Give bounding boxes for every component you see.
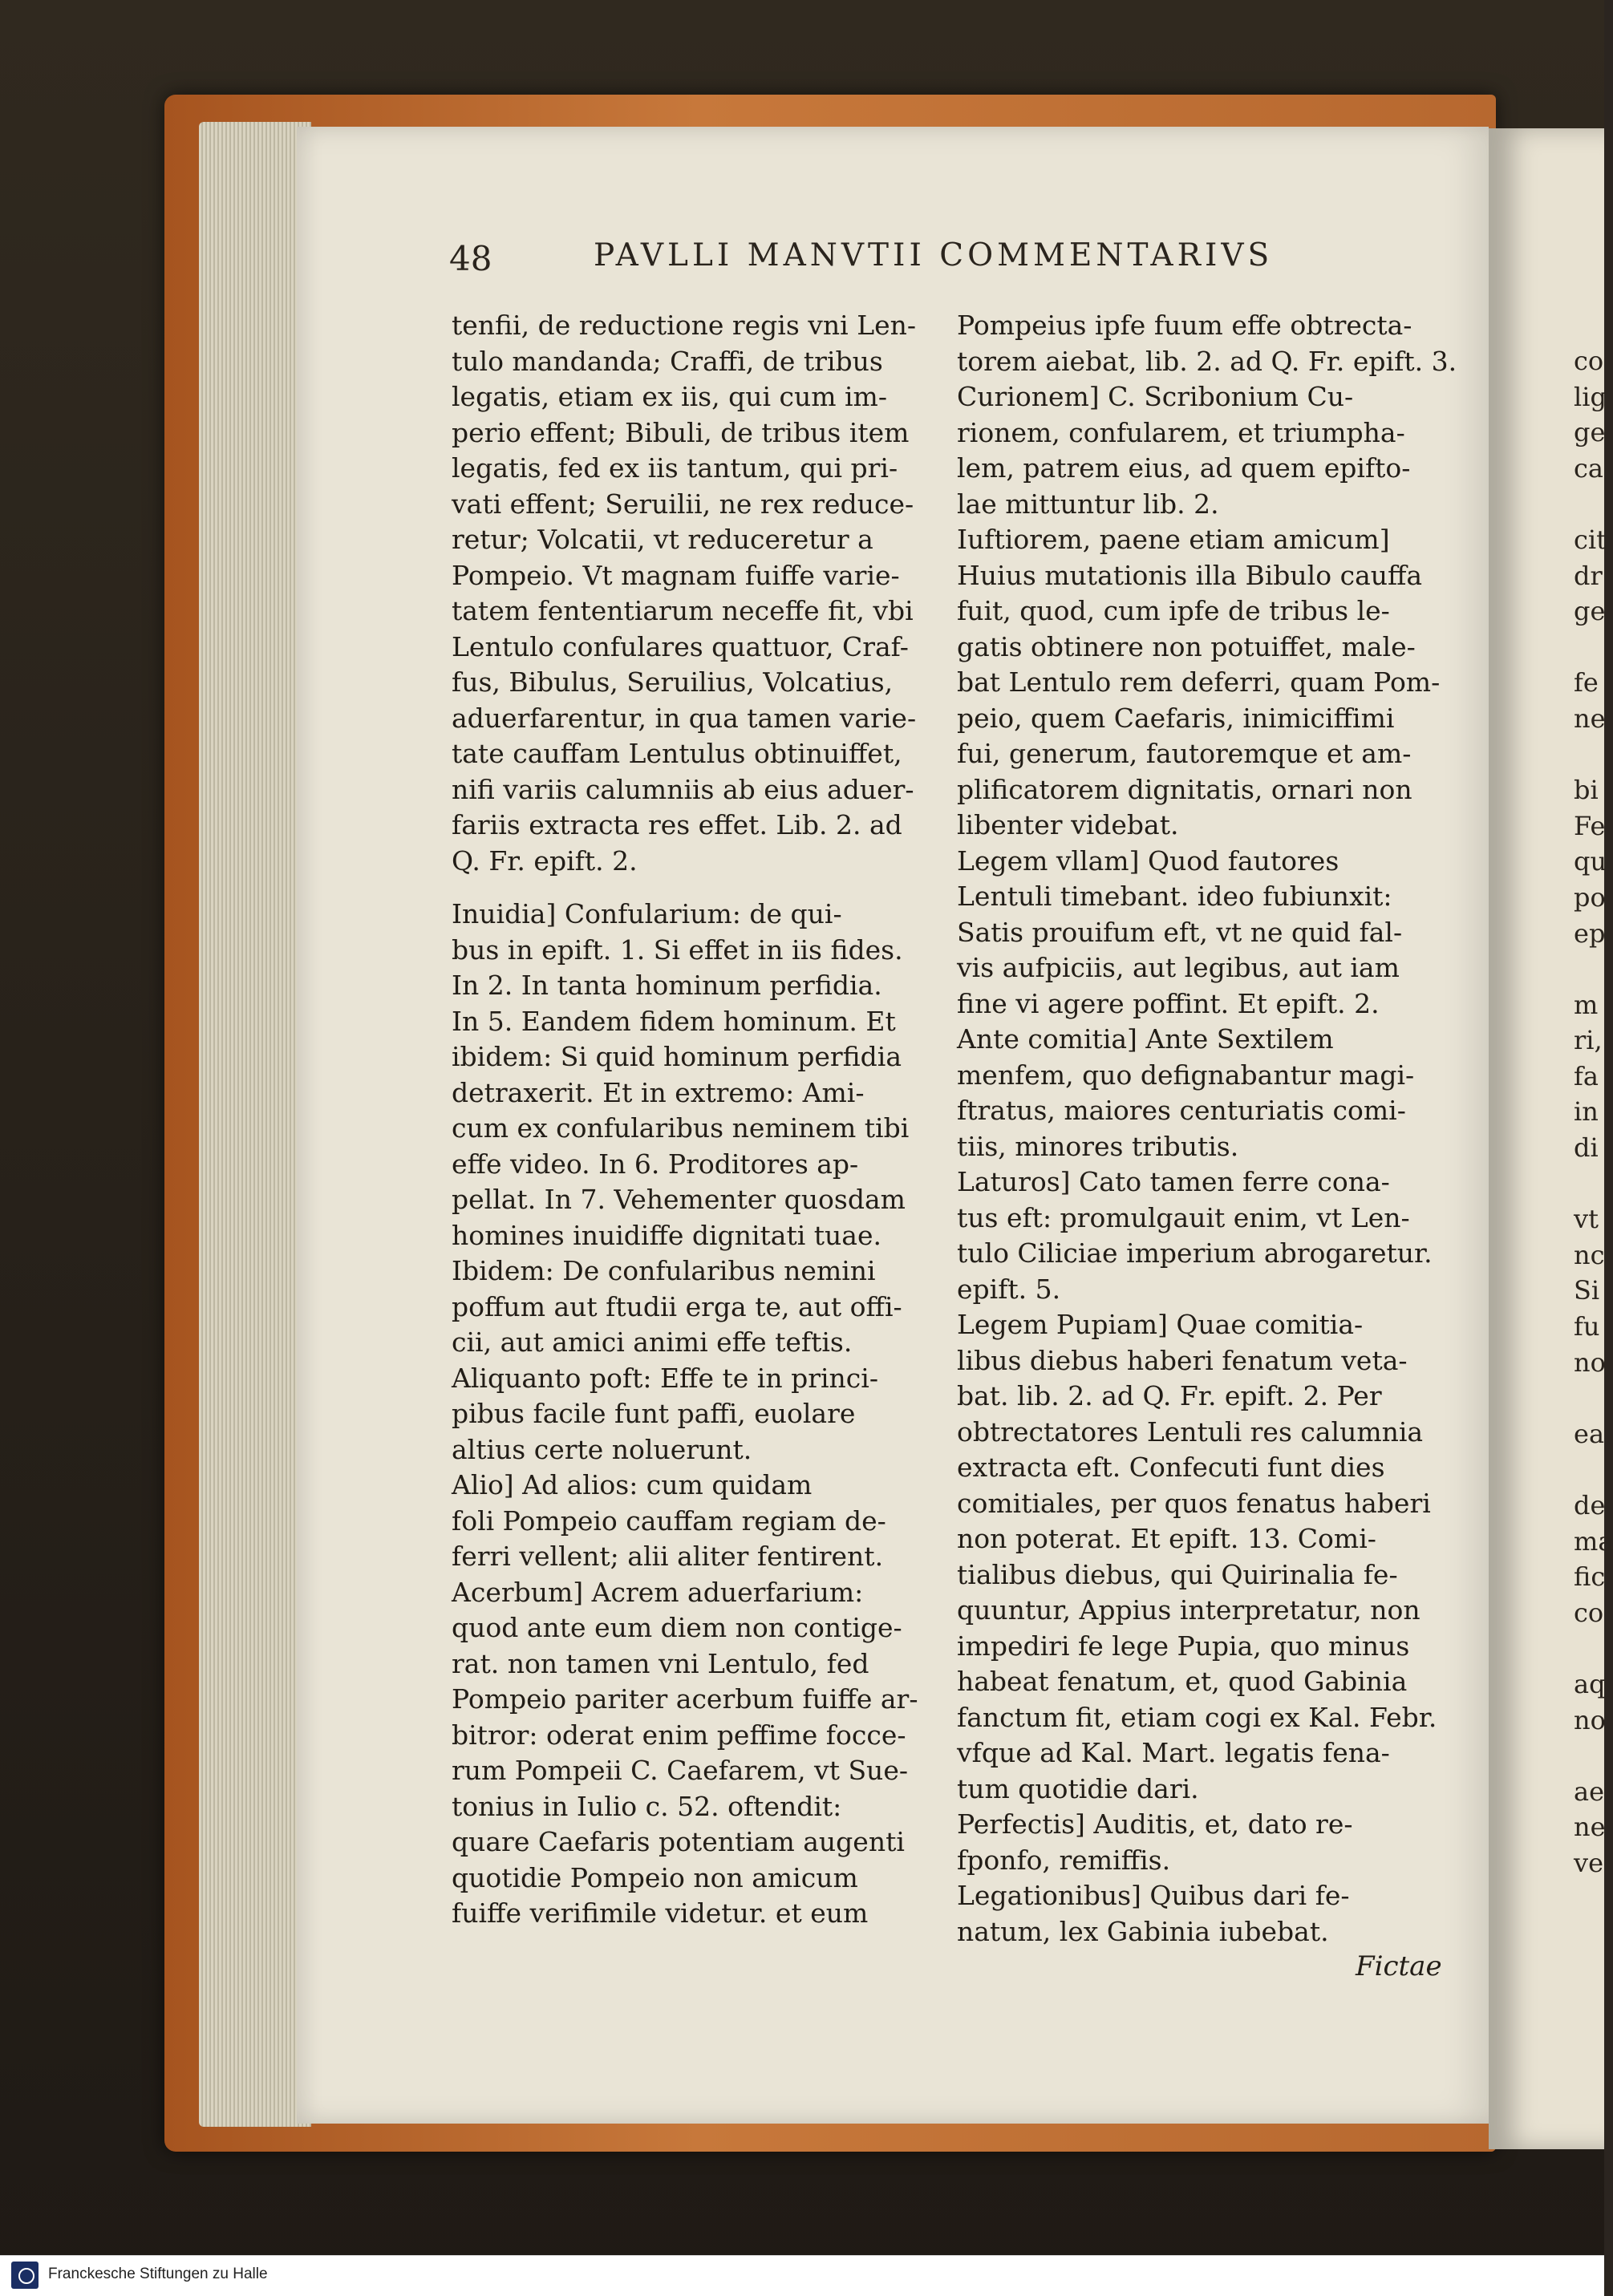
- text-line: homines inuidiffe dignitati tuae.: [452, 1219, 881, 1251]
- text-line: tate cauffam Lentulus obtinuiffet,: [452, 738, 902, 769]
- page-edges: [199, 122, 311, 2127]
- facing-fragment: ge: [1574, 596, 1606, 627]
- text-line: extracta eft. Confecuti funt dies: [957, 1452, 1385, 1483]
- page-number: 48: [449, 239, 492, 278]
- text-line: detraxerit. Et in extremo: Ami-: [452, 1076, 865, 1108]
- facing-fragment: ma: [1574, 1525, 1613, 1557]
- text-line: libus diebus haberi fenatum veta-: [957, 1344, 1408, 1376]
- text-line: quare Caefaris potentiam augenti: [452, 1826, 905, 1857]
- facing-fragment: de: [1574, 1490, 1606, 1521]
- text-line: Huius mutationis illa Bibulo cauffa: [957, 559, 1423, 591]
- text-line: Lentuli timebant. ideo fubiunxit:: [957, 881, 1392, 912]
- institution-logo-icon: [11, 2262, 39, 2289]
- footer-institution: Franckesche Stiftungen zu Halle: [48, 2266, 268, 2282]
- text-line: ferri vellent; alii aliter fentirent.: [452, 1541, 884, 1572]
- text-line: ibidem: Si quid hominum perfidia: [452, 1041, 902, 1072]
- facing-fragment: [1574, 1380, 1606, 1416]
- text-line: tulo Ciliciae imperium abrogaretur.: [957, 1237, 1433, 1269]
- facing-fragment: Si: [1574, 1275, 1600, 1306]
- text-line: nifi variis calumniis ab eius aduer-: [452, 773, 914, 805]
- facing-fragment: ne: [1574, 1812, 1606, 1843]
- facing-fragment: ep: [1574, 917, 1606, 949]
- text-line: lae mittuntur lib. 2.: [957, 488, 1219, 520]
- text-line: Pompeius ipfe fuum effe obtrecta-: [957, 310, 1412, 341]
- text-line: rat. non tamen vni Lentulo, fed: [452, 1647, 869, 1679]
- text-line: In 2. In tanta hominum perfidia.: [452, 970, 882, 1001]
- text-line: tulo mandanda; Craffi, de tribus: [452, 345, 883, 377]
- text-line: Lentulo confulares quattuor, Craf-: [452, 630, 909, 662]
- text-line: Ibidem: De confularibus nemini: [452, 1255, 876, 1286]
- text-line: Satis prouifum eft, vt ne quid fal-: [957, 916, 1403, 948]
- text-line: poffum aut ftudii erga te, aut offi-: [452, 1290, 902, 1322]
- text-line: bat. lib. 2. ad Q. Fr. epift. 2. Per: [957, 1380, 1382, 1411]
- text-line: natum, lex Gabinia iubebat.: [957, 1915, 1329, 1947]
- text-line: impediri fe lege Pupia, quo minus: [957, 1630, 1410, 1662]
- facing-fragment: aq: [1574, 1668, 1606, 1699]
- text-line: fuiffe verifimile videtur. et eum: [452, 1897, 869, 1929]
- text-line: retur; Volcatii, vt reduceretur a: [452, 524, 873, 555]
- facing-fragment: ae: [1574, 1776, 1605, 1807]
- facing-fragment: [1574, 1738, 1606, 1774]
- facing-fragment: fa: [1574, 1060, 1599, 1091]
- text-line: libenter videbat.: [957, 809, 1179, 840]
- facing-fragment: in: [1574, 1096, 1599, 1128]
- text-line: Acerbum] Acrem aduerfarium:: [452, 1576, 864, 1608]
- facing-fragment: dr: [1574, 560, 1603, 591]
- facing-fragment: qu: [1574, 846, 1607, 877]
- text-line: ftratus, maiores centuriatis comi-: [957, 1095, 1406, 1126]
- text-line: cum ex confularibus neminem tibi: [452, 1112, 910, 1144]
- facing-fragment: [1574, 1452, 1606, 1488]
- text-line: Pompeio pariter acerbum fuiffe ar-: [452, 1683, 918, 1715]
- catchword: Fictae: [1356, 1950, 1442, 1982]
- text-line: Alio] Ad alios: cum quidam: [452, 1469, 813, 1500]
- text-line: Ante comitia] Ante Sextilem: [957, 1023, 1334, 1055]
- running-title: PAVLLI MANVTII COMMENTARIVS: [594, 237, 1274, 273]
- facing-fragment: [1574, 1630, 1606, 1666]
- text-line: Laturos] Cato tamen ferre cona-: [957, 1166, 1390, 1197]
- text-line: tiis, minores tributis.: [957, 1130, 1239, 1162]
- facing-fragment: fe: [1574, 667, 1599, 699]
- text-line: fui, generum, fautoremque et am-: [957, 738, 1412, 769]
- facing-fragment: lig: [1574, 381, 1607, 412]
- facing-fragment: cit: [1574, 524, 1607, 555]
- text-line: tonius in Iulio c. 52. oftendit:: [452, 1790, 842, 1822]
- paragraph-gap: [452, 879, 933, 897]
- facing-fragment: [1574, 737, 1606, 773]
- facing-fragment: bi: [1574, 775, 1599, 806]
- text-line: effe video. In 6. Proditores ap-: [452, 1148, 859, 1180]
- text-line: In 5. Eandem fidem hominum. Et: [452, 1005, 896, 1037]
- text-line: quotidie Pompeio non amicum: [452, 1861, 858, 1893]
- text-line: fanctum fit, etiam cogi ex Kal. Febr.: [957, 1701, 1437, 1733]
- text-line: bus in epift. 1. Si effet in iis fides.: [452, 933, 903, 966]
- right-column: [957, 308, 1457, 1950]
- text-line: non poterat. Et epift. 13. Comi-: [957, 1523, 1376, 1554]
- text-line: rum Pompeii C. Caefarem, vt Sue-: [452, 1755, 908, 1786]
- text-line: legatis, fed ex iis tantum, qui pri-: [452, 452, 898, 484]
- text-line: quuntur, Appius interpretatur, non: [957, 1594, 1420, 1626]
- facing-fragment: ca: [1574, 452, 1603, 484]
- text-line: Aliquanto poft: Effe te in princi-: [452, 1362, 878, 1394]
- text-line: Legem vllam] Quod fautores: [957, 844, 1339, 877]
- text-line: menfem, quo defignabantur magi-: [957, 1059, 1415, 1091]
- text-line: tum quotidie dari.: [957, 1772, 1199, 1804]
- facing-fragment: po: [1574, 881, 1606, 913]
- facing-fragment: fu: [1574, 1311, 1600, 1342]
- text-line: habeat fenatum, et, quod Gabinia: [957, 1666, 1408, 1697]
- facing-fragment: di: [1574, 1132, 1599, 1164]
- text-line: vfque ad Kal. Mart. legatis fena-: [957, 1737, 1390, 1768]
- left-column: [452, 308, 933, 1932]
- text-line: epift. 5.: [957, 1273, 1061, 1305]
- facing-fragment: nc: [1574, 1239, 1605, 1270]
- facing-fragment: ri,: [1574, 1025, 1603, 1056]
- facing-fragment: co: [1574, 346, 1604, 376]
- text-line: tus eft: promulgauit enim, vt Len-: [957, 1201, 1410, 1233]
- text-line: bat Lentulo rem deferri, quam Pom-: [957, 666, 1441, 698]
- facing-fragment: [1574, 630, 1606, 666]
- facing-fragment: ne: [1574, 703, 1606, 734]
- text-line: bitror: oderat enim peffime focce-: [452, 1719, 906, 1751]
- facing-fragment: [1574, 951, 1606, 987]
- text-line: vis aufpiciis, aut legibus, aut iam: [957, 952, 1400, 983]
- text-line: Inuidia] Confularium: de qui-: [452, 898, 842, 929]
- facing-fragment: ve: [1574, 1847, 1604, 1878]
- facing-fragment: [1574, 1166, 1606, 1202]
- text-line: lem, patrem eius, ad quem epifto-: [957, 452, 1411, 484]
- text-line: legatis, etiam ex iis, qui cum im-: [452, 381, 888, 412]
- facing-fragment: ea: [1574, 1418, 1605, 1449]
- facing-page-text: [1574, 343, 1613, 1881]
- text-line: perio effent; Bibuli, de tribus item: [452, 416, 910, 448]
- text-line: Q. Fr. epift. 2.: [452, 844, 638, 877]
- facing-fragment: fic: [1574, 1561, 1606, 1593]
- facing-fragment: co: [1574, 1597, 1604, 1628]
- text-line: Iuftiorem, paene etiam amicum]: [957, 524, 1390, 555]
- text-line: pibus facile funt paffi, euolare: [452, 1398, 856, 1429]
- facing-fragment: [1574, 486, 1606, 522]
- text-line: aduerfarentur, in qua tamen varie-: [452, 702, 917, 734]
- text-line: tenfii, de reductione regis vni Len-: [452, 310, 917, 341]
- text-line: Pompeio. Vt magnam fuiffe varie-: [452, 559, 900, 591]
- text-line: plificatorem dignitatis, ornari non: [957, 773, 1412, 805]
- facing-fragment: vt: [1574, 1204, 1599, 1235]
- text-line: comitiales, per quos fenatus haberi: [957, 1487, 1431, 1519]
- text-line: vati effent; Seruilii, ne rex reduce-: [452, 488, 914, 520]
- text-line: Curionem] C. Scribonium Cu-: [957, 381, 1354, 412]
- text-line: altius certe noluerunt.: [452, 1433, 752, 1465]
- text-line: Legem Pupiam] Quae comitia-: [957, 1309, 1364, 1340]
- facing-fragment: m: [1574, 989, 1599, 1020]
- facing-fragment: Fe: [1574, 810, 1606, 841]
- text-line: obtrectatores Lentuli res calumnia: [957, 1415, 1424, 1448]
- text-line: tatem fententiarum neceffe fit, vbi: [452, 595, 914, 626]
- text-line: Legationibus] Quibus dari fe-: [957, 1880, 1350, 1911]
- facing-fragment: no: [1574, 1704, 1606, 1735]
- text-line: gatis obtinere non potuiffet, male-: [957, 630, 1416, 662]
- footer-bar: [0, 2255, 1604, 2296]
- text-line: pellat. In 7. Vehementer quosdam: [452, 1184, 906, 1215]
- text-line: fine vi agere poffint. Et epift. 2.: [957, 987, 1380, 1019]
- text-line: fponfo, remiffis.: [957, 1844, 1171, 1876]
- text-line: tialibus diebus, qui Quirinalia fe-: [957, 1558, 1398, 1590]
- text-line: quod ante eum diem non contige-: [452, 1612, 902, 1643]
- text-line: Perfectis] Auditis, et, dato re-: [957, 1808, 1353, 1840]
- facing-fragment: ge: [1574, 417, 1606, 448]
- text-line: fariis extracta res effet. Lib. 2. ad: [452, 809, 902, 840]
- text-line: fuit, quod, cum ipfe de tribus le-: [957, 595, 1390, 626]
- text-line: peio, quem Caefaris, inimiciffimi: [957, 702, 1395, 734]
- text-line: rionem, confularem, et triumpha-: [957, 416, 1405, 448]
- text-line: torem aiebat, lib. 2. ad Q. Fr. epift. 3.: [957, 345, 1457, 377]
- text-line: fus, Bibulus, Seruilius, Volcatius,: [452, 666, 894, 698]
- text-line: foli Pompeio cauffam regiam de-: [452, 1504, 886, 1537]
- text-line: cii, aut amici animi effe teftis.: [452, 1326, 853, 1358]
- facing-fragment: no: [1574, 1346, 1606, 1378]
